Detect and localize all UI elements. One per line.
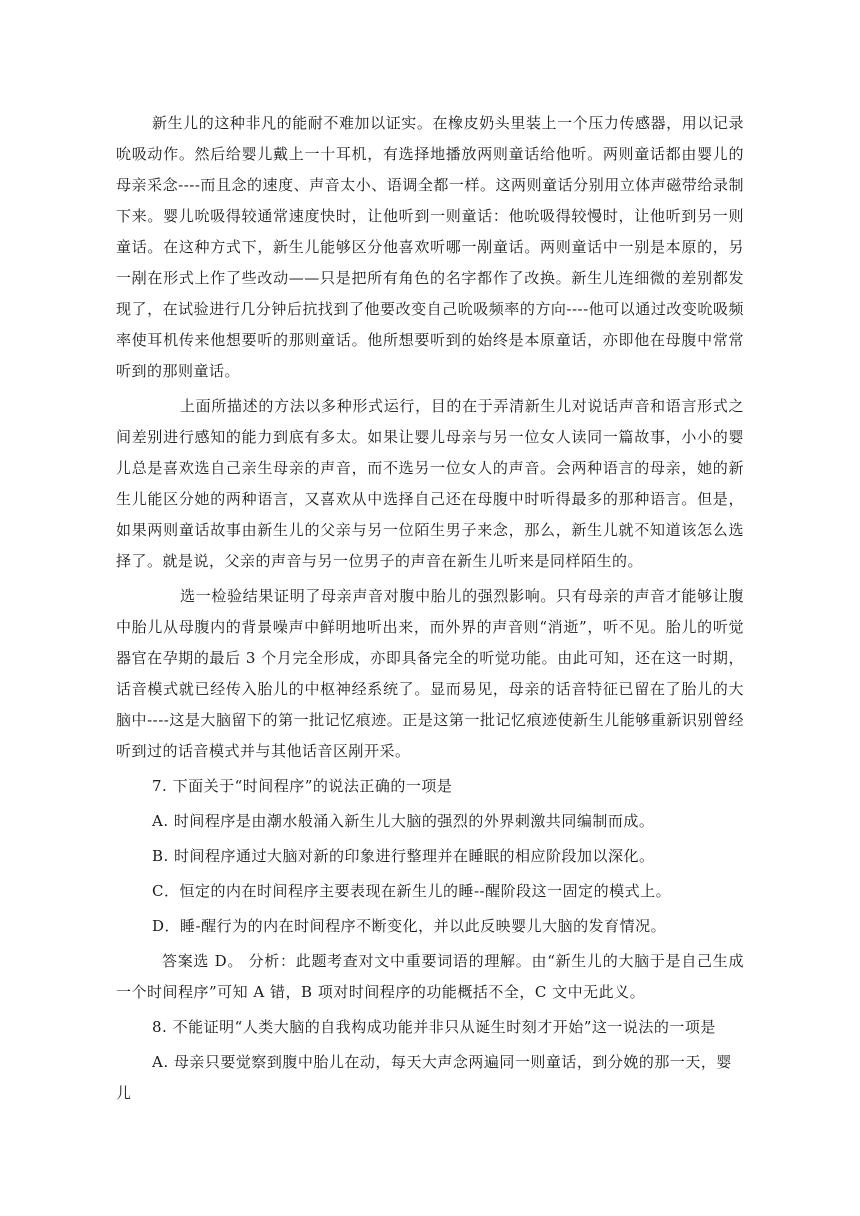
paragraph-2: 上面所描述的方法以多种形式运行，目的在于弄清新生儿对说话声音和语言形式之间差别进行感知的能力到底有多太。如果让婴儿母亲与另一位女人读同一篇故事，小小的婴儿总是喜欢选自己亲生母亲的声音，而不选另一位女人的声音。会两种语言的母亲，她的新生儿能区分她的两种语言，又喜欢从中选择自己还在母腹中时听得最多的那种语言。但是，如果两则童话故事由新生儿的父亲与另一位陌生男子来念，那么，新生儿就不知道该怎么选择了。就是说，父亲的声音与另一位男子的声音在新生儿听来是同样陌生的。: [116, 397, 744, 570]
document-page: [116, 108, 744, 1109]
question-7-option-c: C．恒定的内在时间程序主要表现在新生儿的睡--醒阶段这一固定的模式上。: [152, 882, 672, 900]
question-7-stem: 7. 下面关于“时间程序”的说法正确的一项是: [152, 777, 453, 795]
question-7-option-d: D．睡-醒行为的内在时间程序不断变化，并以此反映婴儿大脑的发育情况。: [152, 917, 667, 935]
question-8-option-a: A. 母亲只要觉察到腹中胎儿在动，每天大声念两遍同一则童话，到分娩的那一天，婴儿: [116, 1053, 732, 1102]
question-7-option-b: B. 时间程序通过大脑对新的印象进行整理并在睡眠的相应阶段加以深化。: [152, 847, 655, 865]
question-8: [116, 1012, 744, 1109]
paragraph-3: 选一检验结果证明了母亲声音对腹中胎儿的强烈影响。只有母亲的声音才能够让腹中胎儿从母腹内的背景噪声中鲜明地听出来，而外界的声音则“消逝”，听不见。胎儿的听觉器官在孕期的最后 3 个月完全形成，亦即具备完全的听觉功能。由此可知，还在这一时期，话音模式就已经传入胎儿的中枢神经系统了。显而易见，母亲的话音特征已留在了胎儿的大脑中----这是大脑留下的第一批记忆痕迹。正是这第一批记忆痕迹使新生儿能够重新识别曾经听到过的话音模式并与其他话音区剐开采。: [116, 587, 744, 760]
paragraph-1: 新生儿的这种非凡的能耐不难加以证实。在橡皮奶头里装上一个压力传感器，用以记录吮吸动作。然后给婴儿戴上一十耳机，有选择地播放两则童话给他听。两则童话都由婴儿的母亲采念----而且念的速度、声音太小、语调全都一样。这两则童话分别用立体声磁带给录制下来。婴儿吮吸得较通常速度快时，让他听到一则童话：他吮吸得较慢时，让他听到另一则童话。在这种方式下，新生儿能够区分他喜欢听哪一剐童话。两则童话中一别是本原的，另一剐在形式上作了些改动——只是把所有角色的名字都作了改换。新生儿连细微的差别都发现了，在试验进行几分钟后抗找到了他要改变自己吮吸频率的方向----他可以通过改变吮吸频率使耳机传来他想要听的那则童话。他所想要听到的始终是本原童话，亦即他在母腹中常常听到的那则童话。: [116, 114, 744, 380]
question-7: [116, 771, 744, 1008]
question-7-option-a: A. 时间程序是由潮水般涌入新生儿大脑的强烈的外界刺激共同编制而成。: [152, 812, 655, 830]
question-7-answer: 答案选 D。 分析：此题考查对文中重要词语的理解。由“新生儿的大脑于是自己生成一个时间程序”可知 A 错，B 项对时间程序的功能概括不全，C 文中无此义。: [116, 952, 744, 1001]
question-8-stem: 8. 不能证明“人类大脑的自我构成功能并非只从诞生时刻才开始”这一说法的一项是: [152, 1018, 716, 1036]
